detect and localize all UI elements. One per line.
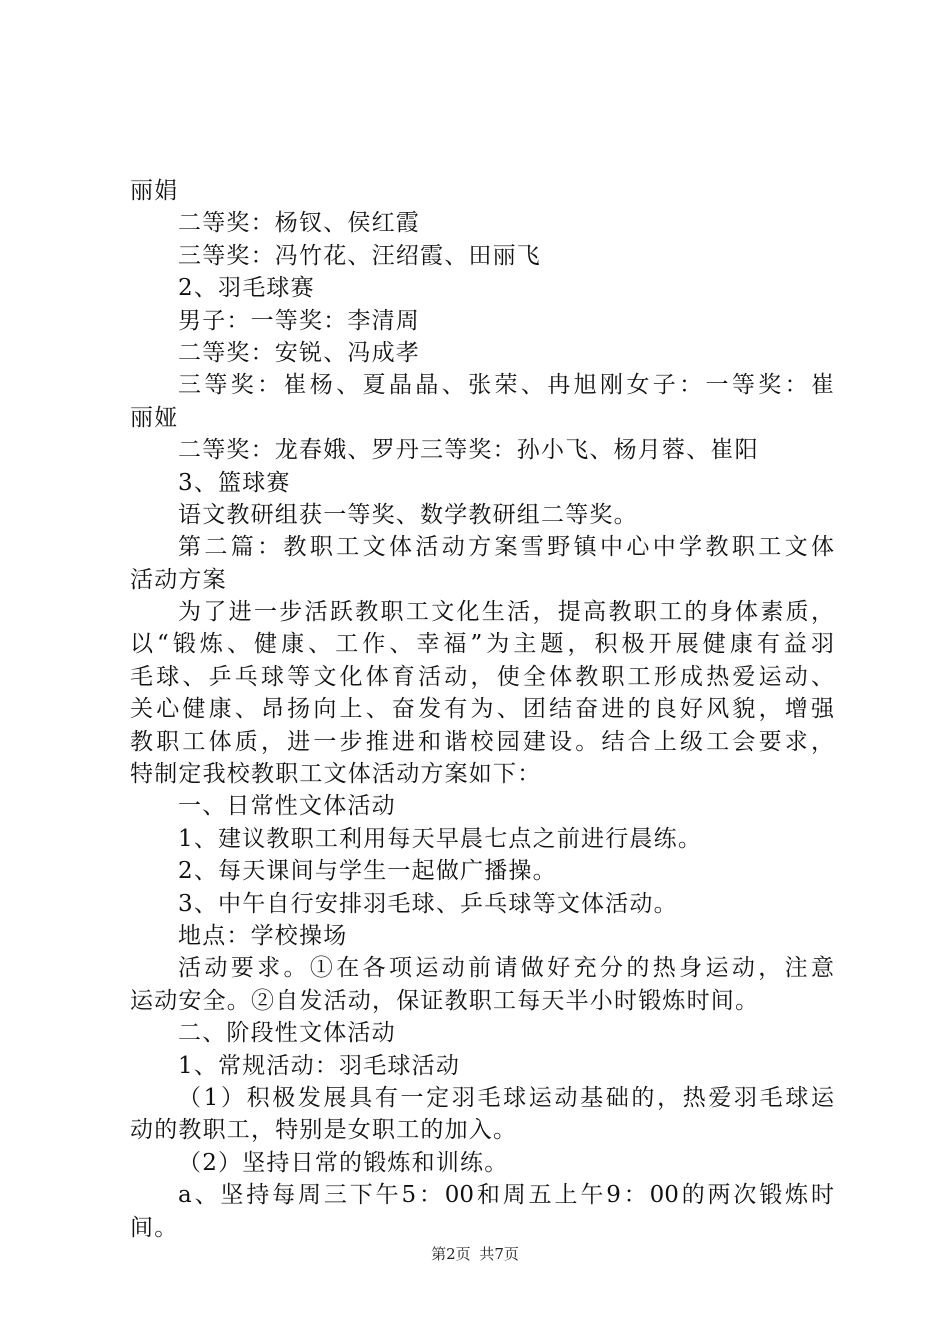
text-line: 以“锻炼、健康、工作、幸福”为主题，积极开展健康有益羽	[130, 631, 834, 658]
text-line: 二等奖：龙春娥、罗丹三等奖：孙小飞、杨月蓉、崔阳	[178, 437, 759, 464]
text-line: 活动要求。①在各项运动前请做好充分的热身运动，注意	[178, 955, 834, 982]
text-line: 毛球、乒乓球等文化体育活动，使全体教职工形成热爱运动、	[130, 663, 834, 690]
text-line: 丽娅	[130, 404, 179, 431]
text-line: 特制定我校教职工文体活动方案如下：	[130, 761, 542, 788]
text-line: 丽娟	[130, 178, 179, 204]
text-line: （2）坚持日常的锻炼和训练。	[178, 1149, 509, 1176]
text-line: 二、阶段性文体活动	[178, 1020, 396, 1047]
page-footer	[0, 1244, 950, 1264]
text-line: 动的教职工，特别是女职工的加入。	[130, 1117, 518, 1144]
page-number: 第2页	[431, 1245, 471, 1263]
text-line: 3、篮球赛	[178, 469, 291, 496]
text-line: 三等奖：冯竹花、汪绍霞、田丽飞	[178, 242, 541, 269]
text-line: 男子：一等奖：李清周	[178, 307, 420, 334]
text-line: 二等奖：杨钗、侯红霞	[178, 210, 420, 237]
text-line: 为了进一步活跃教职工文化生活，提高教职工的身体素质，	[178, 599, 834, 626]
document-body	[130, 175, 834, 1244]
text-line: （1）积极发展具有一定羽毛球运动基础的，热爱羽毛球运	[178, 1084, 834, 1111]
text-line: 关心健康、昂扬向上、奋发有为、团结奋进的良好风貌，增强	[130, 696, 834, 723]
text-line: 第二篇：教职工文体活动方案雪野镇中心中学教职工文体	[178, 534, 834, 561]
text-line: 教职工体质，进一步推进和谐校园建设。结合上级工会要求，	[130, 728, 834, 755]
page-total: 共7页	[479, 1245, 519, 1263]
text-line: 语文教研组获一等奖、数学教研组二等奖。	[178, 501, 638, 528]
text-line: 2、每天课间与学生一起做广播操。	[178, 858, 557, 885]
text-line: 活动方案	[130, 566, 227, 593]
text-line: 三等奖：崔杨、夏晶晶、张荣、冉旭刚女子：一等奖：崔	[178, 372, 834, 399]
text-line: 一、日常性文体活动	[178, 793, 396, 820]
text-line: 3、中午自行安排羽毛球、乒乓球等文体活动。	[178, 890, 678, 917]
text-line: 2、羽毛球赛	[178, 275, 315, 302]
text-line: 1、建议教职工利用每天早晨七点之前进行晨练。	[178, 825, 703, 852]
text-line: 地点：学校操场	[178, 922, 348, 949]
text-line: 1、常规活动：羽毛球活动	[178, 1052, 461, 1079]
text-line: 二等奖：安锐、冯成孝	[178, 339, 420, 366]
text-line: 间。	[130, 1214, 179, 1241]
text-line: 运动安全。②自发活动，保证教职工每天半小时锻炼时间。	[130, 987, 760, 1014]
text-line: a、坚持每周三下午5：00和周五上午9：00的两次锻炼时	[178, 1182, 834, 1209]
